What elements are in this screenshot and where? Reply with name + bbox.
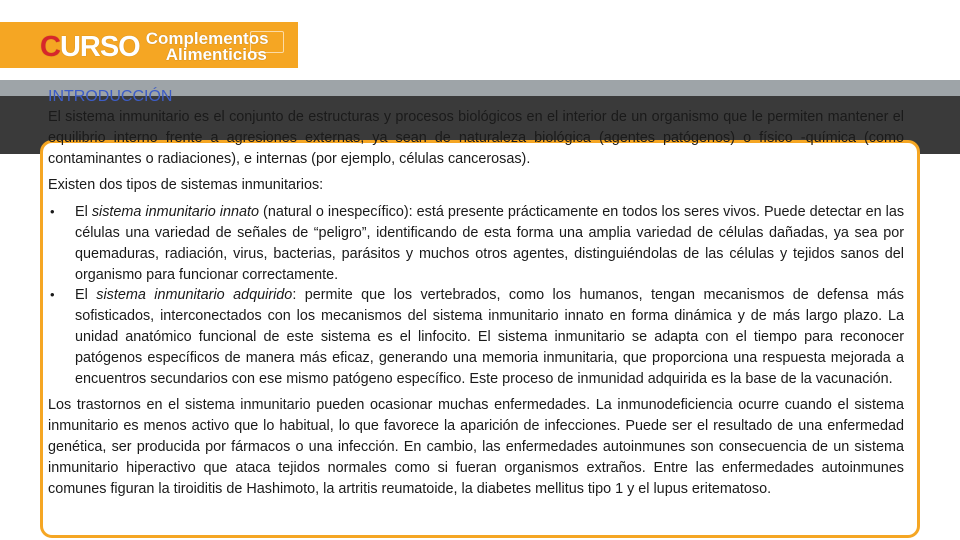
logo-line-2: Alimenticios [165,45,267,64]
logo-curso-text: CURSO [40,30,140,63]
list-item [48,285,904,389]
document-body [48,86,904,505]
item-term: sistema inmunitario innato [91,204,260,221]
paragraph-types: Existen dos tipos de sistemas inmunitarios: [48,177,324,194]
list-item [48,202,904,285]
logo-decoration-icon [250,31,284,53]
immune-types-list [48,202,904,389]
paragraph-intro: El sistema inmunitario es el conjunto de estructuras y procesos biológicos en el interior de un organismo que le permiten mantener el equilibrio interno frente a agresiones externas, ya sean de naturaleza biológica (agentes patógenos) o físico -química (como contaminantes o radiaciones), e internas (por ejemplo, células cancerosas). [48,109,904,167]
item-term: sistema inmunitario adquirido [96,287,293,304]
page-title: INTRODUCCIÓN [48,88,173,105]
item-text: (natural o inespecífico): está presente prácticamente en todos los seres vivos. Puede detectar en las células una variedad de señales de “peligro”, identificando de esta forma una amplia variedad de células dañadas, ya sea por quemaduras, radiación, virus, bacterias, parásitos y muchos otros agentes, distinguiéndolas de las células y tejidos sanos del organismo para funcionar correctamente. [75,204,905,283]
bullet-icon: • [50,204,55,220]
logo-line-1: Complementos [145,29,269,48]
item-text: : permite que los vertebrados, como los humanos, tengan mecanismos de defensa más sofisticados, interconectados con los mecanismos del sistema inmunitario innato en forma dinámica y de más largo plazo. La unidad anatómico funcional de este sistema es el linfocito. El sistema inmunitario se adapta con el tiempo para reconocer patógenos específicos de manera más eficaz, generando una memoria inmunitaria, que proporciona una respuesta mejorada a encuentros secundarios con ese mismo patógeno específico. Este proceso de inmunidad adquirida es la base de la vacunación. [75,287,904,387]
item-pre: El [75,287,97,304]
course-logo [40,27,269,67]
paragraph-disorders: Los trastornos en el sistema inmunitario pueden ocasionar muchas enfermedades. La inmunodeficiencia ocurre cuando el sistema inmunitario es menos activo que lo habitual, lo que favorece la aparición de infecciones. Puede ser el resultado de una enfermedad genética, ser producida por fármacos o una infección. En cambio, las enfermedades autoinmunes son consecuencia de un sistema inmunitario hiperactivo que ataca tejidos normales como si fueran organismos extraños. Entre las enfermedades autoinmunes comunes figuran la tiroiditis de Hashimoto, la artritis reumatoide, la diabetes mellitus tipo 1 y el lupus eritematoso. [48,397,904,497]
item-pre: El [75,204,92,221]
bullet-icon: • [50,287,55,303]
